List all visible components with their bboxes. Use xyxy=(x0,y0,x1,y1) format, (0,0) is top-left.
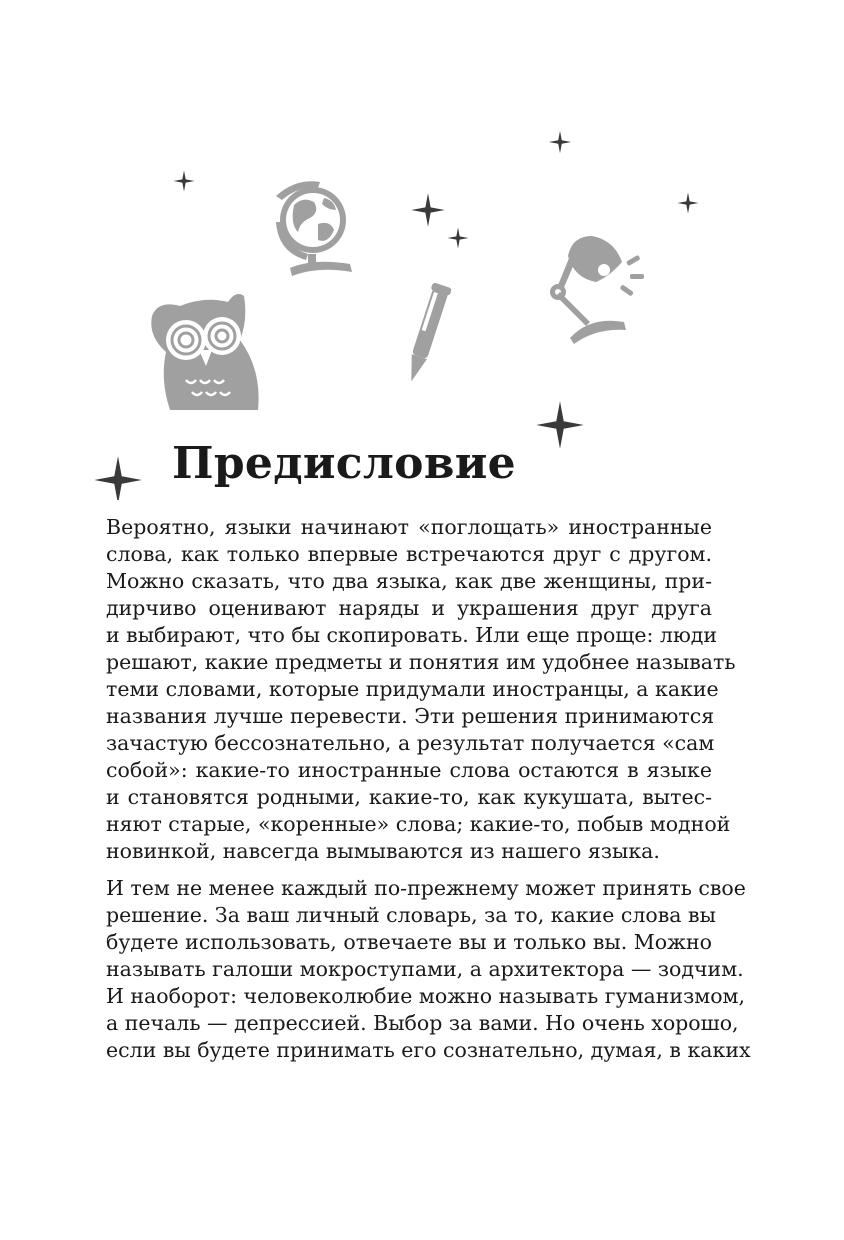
sparkle-star-icon xyxy=(549,131,571,153)
paragraph-1 xyxy=(106,514,736,865)
text-line: решают, какие предметы и понятия им удобнее называть xyxy=(106,650,736,674)
pen-icon xyxy=(402,282,452,384)
text-line: называть галоши мокроступами, а архитектора — зодчим. xyxy=(106,957,744,981)
text-line: няют старые, «коренные» слова; какие-то, побыв модной xyxy=(106,812,731,836)
paragraph-2 xyxy=(106,875,751,1064)
sparkle-star-icon xyxy=(448,228,469,249)
sparkle-star-icon xyxy=(94,456,142,500)
text-line: если вы будете принимать его сознательно, думая, в каких xyxy=(106,1038,751,1062)
text-line: теми словами, которые придумали иностранцы, а какие xyxy=(106,677,719,701)
text-line: названия лучше перевести. Эти решения принимаются xyxy=(106,704,715,728)
text-line: будете использовать, отвечаете вы и только вы. Можно xyxy=(106,930,712,954)
sparkle-star-icon xyxy=(174,171,195,192)
text-line: и становятся родными, какие-то, как кукушата, вытес- xyxy=(106,785,712,809)
owl-icon xyxy=(151,294,258,410)
text-line: решение. За ваш личный словарь, за то, какие слова вы xyxy=(106,903,716,927)
text-line: Можно сказать, что два языка, как две женщины, при- xyxy=(106,569,712,593)
text-line: дирчиво оценивают наряды и украшения друг друга xyxy=(106,596,712,620)
text-line: И тем не менее каждый по-прежнему может принять свое xyxy=(106,876,746,900)
text-line: и выбирают, что бы скопировать. Или еще проще: люди xyxy=(106,623,718,647)
text-line: новинкой, навсегда вымываются из нашего языка. xyxy=(106,839,660,863)
text-line: собой»: какие-то иностранные слова остаются в языке xyxy=(106,758,712,782)
sparkle-star-icon xyxy=(678,193,699,214)
sparkle-star-icon xyxy=(536,401,584,449)
text-line: Вероятно, языки начинают «поглощать» иностранные xyxy=(106,515,712,539)
globe-icon xyxy=(276,181,352,276)
text-line: слова, как только впервые встречаются друг с другом. xyxy=(106,542,712,566)
text-line: зачастую бессознательно, а результат получается «сам xyxy=(106,731,715,755)
text-line: а печаль — депрессией. Выбор за вами. Но очень хорошо, xyxy=(106,1011,739,1035)
text-line: И наоборот: человеколюбие можно называть гуманизмом, xyxy=(106,984,745,1008)
desk-lamp-icon xyxy=(550,236,644,344)
body-text xyxy=(106,514,751,1064)
illustration-area xyxy=(0,0,844,500)
page-title: Предисловие xyxy=(172,438,516,489)
sparkle-star-icon xyxy=(411,193,445,227)
